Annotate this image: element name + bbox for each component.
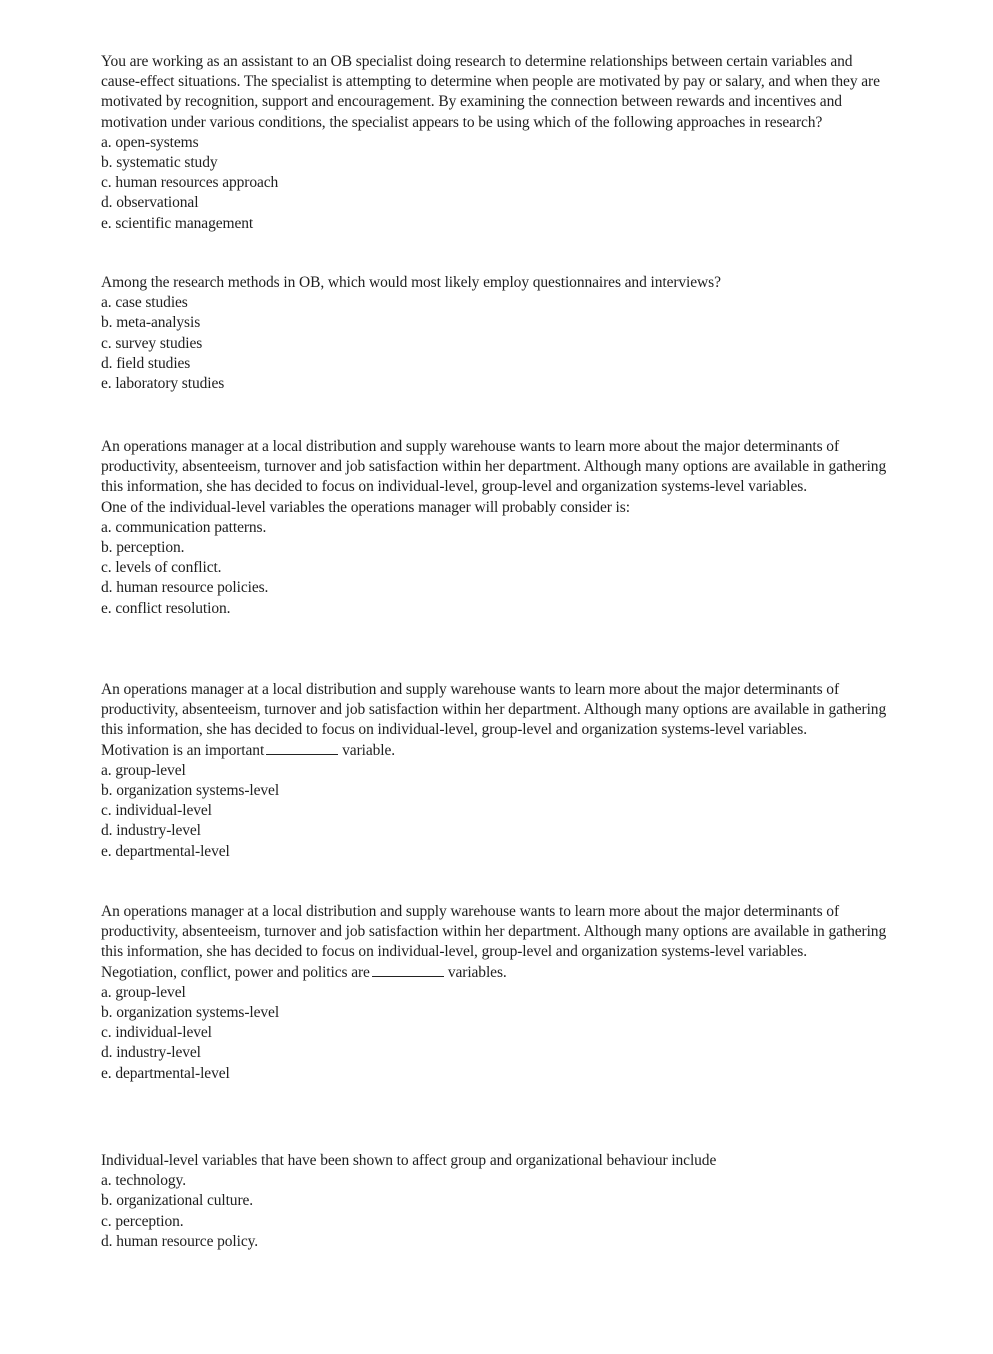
question-stem: Among the research methods in OB, which would most likely employ questionnaires and interviews?	[101, 274, 721, 291]
fill-in-blank	[266, 742, 338, 755]
option-a: a. communication patterns.	[101, 518, 267, 536]
option-d: d. industry-level	[101, 1044, 201, 1062]
question-prompt	[101, 963, 891, 983]
question-stem: An operations manager at a local distribution and supply warehouse wants to learn more about the major determinants of productivity, absenteeism, turnover and job satisfaction within her department. Although many options are available in gathering this information, she has decided to focus on individual-level, group-level and organization systems-level variables.	[101, 438, 887, 496]
option-a: a. case studies	[101, 294, 188, 312]
option-a: a. group-level	[101, 983, 186, 1001]
option-c: c. perception.	[101, 1212, 184, 1230]
option-a: a. open-systems	[101, 133, 199, 151]
question-2	[101, 273, 891, 394]
question-1	[101, 52, 891, 234]
option-a: a. technology.	[101, 1172, 186, 1190]
question-stem: An operations manager at a local distribution and supply warehouse wants to learn more about the major determinants of productivity, absenteeism, turnover and job satisfaction within her department. Although many options are available in gathering this information, she has decided to focus on individual-level, group-level and organization systems-level variables.	[101, 903, 887, 961]
option-list	[101, 1171, 891, 1252]
question-stem: You are working as an assistant to an OB specialist doing research to determine relationships between certain variables and cause-effect situations. The specialist is attempting to determine when people are motivated by pay or salary, and when they are motivated by recognition, support and encouragement. By examining the connection between rewards and incentives and motivation under various conditions, the specialist appears to be using which of the following approaches in research?	[101, 53, 880, 131]
option-b: b. meta-analysis	[101, 314, 201, 332]
option-b: b. systematic study	[101, 154, 218, 172]
question-4	[101, 680, 891, 862]
question-prompt: One of the individual-level variables the operations manager will probably consider is:	[101, 498, 630, 516]
option-b: b. organization systems-level	[101, 782, 280, 800]
option-d: d. human resource policies.	[101, 579, 269, 597]
option-c: c. individual-level	[101, 802, 212, 820]
question-stem: Individual-level variables that have been shown to affect group and organizational behaviour include	[101, 1152, 717, 1169]
option-c: c. individual-level	[101, 1024, 212, 1042]
question-6	[101, 1151, 891, 1252]
question-prompt	[101, 741, 891, 761]
prompt-after: variable.	[342, 741, 396, 759]
prompt-before: Negotiation, conflict, power and politics are	[101, 963, 370, 981]
prompt-before: Motivation is an important	[101, 741, 265, 759]
option-c: c. human resources approach	[101, 174, 279, 192]
option-list	[101, 761, 891, 862]
option-d: d. human resource policy.	[101, 1232, 259, 1250]
option-c: c. levels of conflict.	[101, 559, 222, 577]
option-d: d. observational	[101, 194, 199, 212]
option-list	[101, 983, 891, 1084]
option-list	[101, 133, 891, 234]
option-e: e. conflict resolution.	[101, 599, 231, 617]
option-list	[101, 518, 891, 619]
option-d: d. field studies	[101, 354, 191, 372]
option-e: e. scientific management	[101, 214, 254, 232]
question-stem: An operations manager at a local distribution and supply warehouse wants to learn more about the major determinants of productivity, absenteeism, turnover and job satisfaction within her department. Although many options are available in gathering this information, she has decided to focus on individual-level, group-level and organization systems-level variables.	[101, 681, 887, 739]
option-b: b. organization systems-level	[101, 1004, 280, 1022]
option-d: d. industry-level	[101, 822, 201, 840]
question-5	[101, 902, 891, 1084]
fill-in-blank	[372, 964, 444, 977]
option-c: c. survey studies	[101, 334, 203, 352]
option-list	[101, 293, 891, 394]
option-b: b. organizational culture.	[101, 1192, 254, 1210]
question-3	[101, 437, 891, 619]
option-e: e. laboratory studies	[101, 375, 225, 393]
option-b: b. perception.	[101, 539, 185, 557]
option-a: a. group-level	[101, 761, 186, 779]
prompt-after: variables.	[447, 963, 507, 981]
option-e: e. departmental-level	[101, 842, 230, 860]
option-e: e. departmental-level	[101, 1064, 230, 1082]
